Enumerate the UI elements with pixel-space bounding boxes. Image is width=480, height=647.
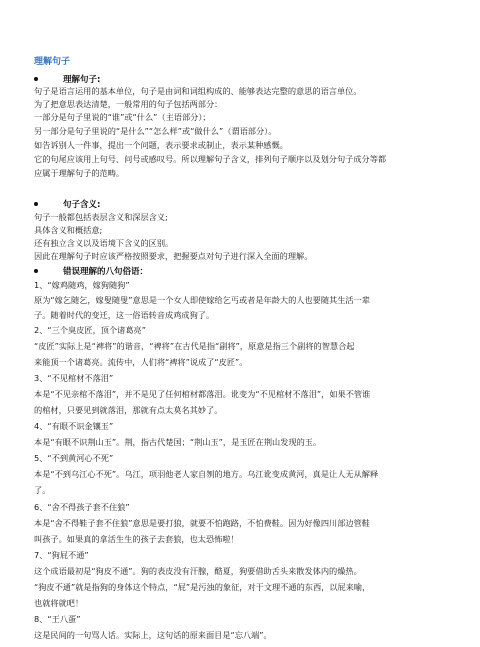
text-line: “皮匠”实际上是“裨将”的谐音，“裨将”在古代是指“副将”，原意是指三个副将的智慧合起: [34, 341, 355, 351]
text-line: 3、“不见棺材不落泪”: [34, 373, 114, 383]
text-line: 1、“嫁鸡随鸡，嫁狗随狗”: [34, 280, 130, 290]
section-heading-text: 句子含义:: [63, 200, 101, 210]
text-line: 本是“不到乌江心不死”。乌江，项羽他老人家自刎的地方。乌江讹变成黄河，真是让人无从解释: [34, 469, 379, 479]
text-line: 它的句尾应该用上句号、问号或感叹号。所以理解句子含义，排列句子顺序以及划分句子成分等都: [34, 154, 387, 164]
text-line: 原为“嫁乞随乞，嫁叟随叟”意思是一个女人即使嫁给乞丐或者是年龄大的人也要随其生活一辈: [34, 295, 370, 305]
bullet-icon: [34, 269, 38, 273]
section-heading-understanding: [34, 73, 100, 85]
text-line: 应属于理解句子的范畴。: [34, 168, 125, 178]
text-line: 句子是语言运用的基本单位，句子是由词和词组构成的、能够表达完整的意思的语言单位。: [34, 86, 362, 96]
bullet-icon: [34, 77, 38, 81]
text-line: 句子一般都包括表层含义和深层含义;: [34, 212, 168, 222]
text-line: 一部分是句子里说的“谁”或“什么”（主语部分）；: [34, 112, 211, 122]
bullet-icon: [34, 202, 38, 206]
text-line: 本是“舍不得鞋子套不住狼”意思是要打狼，就要不怕跑路，不怕费鞋。因为好像四川部边管鞋: [34, 518, 370, 528]
text-line: “狗皮不通”就是指狗的身体这个特点，“屁”是污浊的象征，对于文理不通的东西，以屁来喻，: [34, 582, 371, 592]
text-line: 7、“狗屁不通”: [34, 550, 89, 560]
text-line: 2、“三个臭皮匠，顶个诸葛亮”: [34, 325, 146, 335]
text-line: 这是民间的一句骂人话。实际上，这句话的原来面目是“忘八端”。: [34, 630, 272, 640]
section-heading-meaning: [34, 198, 100, 210]
text-line: 也就将就吧！: [34, 598, 84, 608]
text-line: 另一部分是句子里说的“是什么”“怎么样”或“做什么”（谓语部分）。: [34, 126, 277, 136]
text-line: 5、“不到黄河心不死”: [34, 453, 114, 463]
text-line: 的棺材，只要见到就落泪，那就有点太莫名其妙了。: [34, 405, 223, 415]
text-line: 来能顶一个诸葛亮。流传中，人们将“裨将”说成了“皮匠”。: [34, 357, 248, 367]
section-heading-text: 错误理解的八句俗语：: [63, 267, 149, 277]
text-line: 了。: [34, 485, 51, 495]
text-line: 子。随着时代的变迁，这一俗语转音成鸡成狗了。: [34, 310, 215, 320]
document-title: 理解句子: [34, 57, 71, 67]
text-line: 具体含义和概括意;: [34, 225, 103, 235]
text-line: 本是“有眼不识荆山玉”。荆，指古代楚国；“荆山玉”，是玉匠在荆山发现的玉。: [34, 437, 322, 447]
text-line: 本是“不见亲棺不落泪”，并不是见了任何棺材都落泪。讹变为“不见棺材不落泪”，如果不管谁: [34, 389, 371, 399]
section-heading-proverbs: [34, 265, 148, 277]
section-heading-text: 理解句子:: [63, 75, 101, 85]
text-line: 6、“舍不得孩子套不住狼”: [34, 502, 130, 512]
text-line: 4、“有眼不识金镶玉”: [34, 421, 114, 431]
text-line: 如告诉别人一件事，提出一个问题，表示要求或制止，表示某种感慨。: [34, 140, 288, 150]
text-line: 8、“王八蛋”: [34, 614, 81, 624]
text-line: 为了把意思表达清楚，一般常用的句子包括两部分：: [34, 99, 223, 109]
text-line: 还有独立含义以及语境下含义的区别。: [34, 238, 174, 248]
text-line: 因此在理解句子时应该严格按照要求，把握要点对句子进行深入全面的理解。: [34, 251, 313, 261]
text-line: 这个成语最初是“狗皮不通”。狗的表皮没有汗腺，酷夏，狗要借助舌头来散发体内的燥热。: [34, 566, 362, 576]
text-line: 叫孩子。如果真的拿活生生的孩子去套狼，也太恐怖啦！: [34, 534, 239, 544]
